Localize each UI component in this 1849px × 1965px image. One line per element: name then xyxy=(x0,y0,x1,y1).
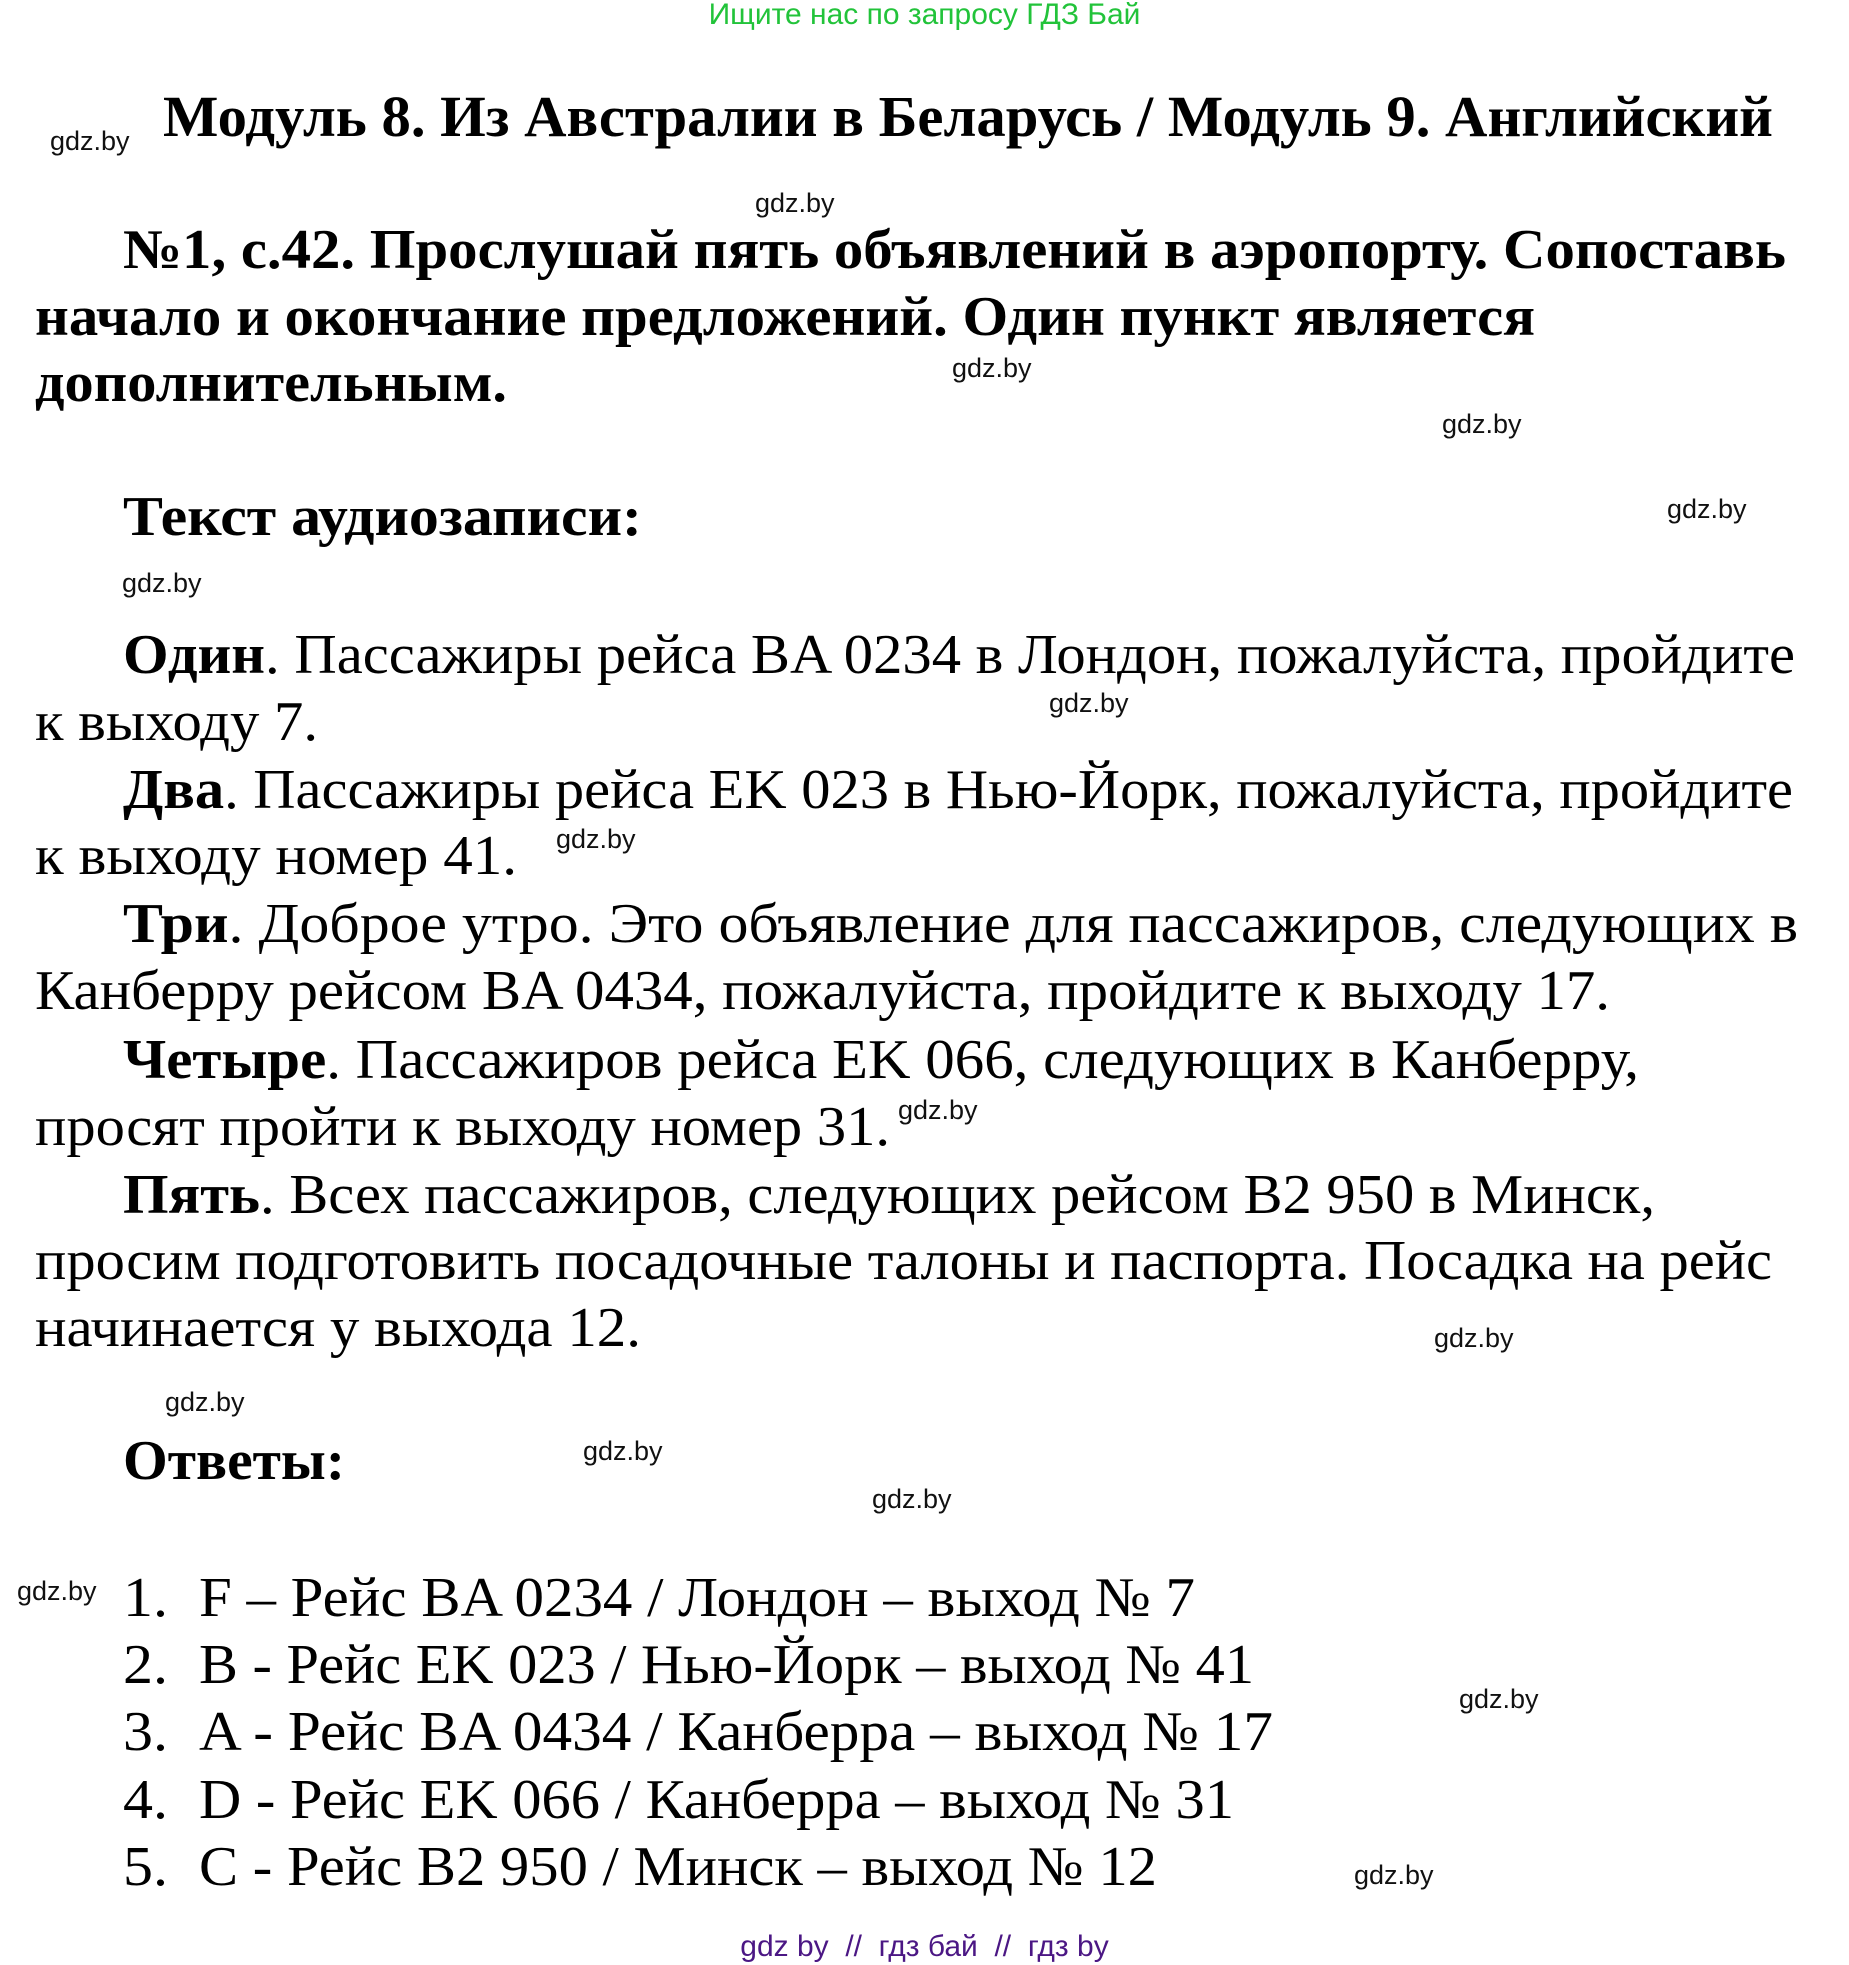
paragraph-text: . Доброе утро. Это объявление для пассажиров, следующих в xyxy=(228,893,1798,955)
transcript-line xyxy=(123,759,1793,821)
answer-text: F – Рейс BA 0234 / Лондон – выход № 7 xyxy=(199,1567,1195,1629)
answer-item xyxy=(199,1701,1273,1763)
watermark: gdz.by xyxy=(898,1095,978,1125)
banner-text: Ищите нас по запросу ГДЗ Бай xyxy=(708,0,1141,31)
transcript-heading xyxy=(123,486,642,548)
watermark: gdz.by xyxy=(1459,1684,1539,1714)
paragraph-text: . Пассажиры рейса EK 023 в Нью-Йорк, пожалуйста, пройдите xyxy=(224,759,1793,821)
watermark: gdz.by xyxy=(1442,409,1522,439)
answer-item xyxy=(123,1634,168,1696)
search-banner xyxy=(0,0,1849,30)
task-line-text: начало и окончание предложений. Один пункт является xyxy=(35,286,1535,348)
watermark: gdz.by xyxy=(755,188,835,218)
answer-item xyxy=(199,1836,1157,1898)
answer-item xyxy=(123,1701,168,1763)
transcript-line xyxy=(35,1096,890,1158)
paragraph-text: к выходу номер 41. xyxy=(35,825,517,887)
transcript-line xyxy=(35,691,318,753)
paragraph-label: Четыре xyxy=(123,1029,327,1091)
footer-links: gdz by // гдз бай // гдз by xyxy=(740,1930,1109,1963)
transcript-line xyxy=(123,1029,1639,1091)
paragraph-text: начинается у выхода 12. xyxy=(35,1297,641,1359)
watermark: gdz.by xyxy=(17,1576,97,1606)
watermark: gdz.by xyxy=(50,126,130,156)
answer-number: 1. xyxy=(123,1567,168,1629)
transcript-line xyxy=(35,1297,641,1359)
paragraph-text: . Пассажиров рейса EK 066, следующих в Канберру, xyxy=(326,1029,1639,1091)
paragraph-text: . Пассажиры рейса BA 0234 в Лондон, пожалуйста, пройдите xyxy=(265,624,1795,686)
answer-item xyxy=(199,1634,1254,1696)
answer-text: A - Рейс BA 0434 / Канберра – выход № 17 xyxy=(199,1701,1273,1763)
answers-heading xyxy=(123,1430,345,1492)
task-line-text: №1, с.42. Прослушай пять объявлений в аэропорту. Сопоставь xyxy=(123,219,1786,281)
answer-item xyxy=(199,1769,1234,1831)
paragraph-text: просят пройти к выходу номер 31. xyxy=(35,1096,890,1158)
answer-number: 4. xyxy=(123,1769,168,1831)
transcript-line xyxy=(35,825,517,887)
page-title-text: Модуль 8. Из Австралии в Беларусь / Модуль 9. Английский xyxy=(163,84,1773,149)
task-line xyxy=(35,286,1535,348)
watermark: gdz.by xyxy=(1667,494,1747,524)
paragraph-label: Один xyxy=(123,624,266,686)
task-line-text: дополнительным. xyxy=(35,352,508,414)
transcript-line xyxy=(123,893,1798,955)
paragraph-text: к выходу 7. xyxy=(35,691,318,753)
watermark: gdz.by xyxy=(1354,1860,1434,1890)
watermark: gdz.by xyxy=(872,1484,952,1514)
transcript-line xyxy=(123,1164,1655,1226)
transcript-line xyxy=(123,624,1795,686)
watermark: gdz.by xyxy=(122,568,202,598)
task-line xyxy=(123,219,1786,281)
watermark: gdz.by xyxy=(952,353,1032,383)
answer-text: B - Рейс EK 023 / Нью-Йорк – выход № 41 xyxy=(199,1634,1254,1696)
answer-item xyxy=(123,1769,168,1831)
answer-item xyxy=(199,1567,1195,1629)
answer-number: 2. xyxy=(123,1634,168,1696)
watermark: gdz.by xyxy=(1434,1323,1514,1353)
watermark: gdz.by xyxy=(556,824,636,854)
paragraph-label: Пять xyxy=(123,1164,260,1226)
paragraph-text: Канберру рейсом BA 0434, пожалуйста, пройдите к выходу 17. xyxy=(35,960,1610,1022)
watermark: gdz.by xyxy=(1049,688,1129,718)
paragraph-label: Два xyxy=(123,759,225,821)
answer-number: 5. xyxy=(123,1836,168,1898)
answer-item xyxy=(123,1836,168,1898)
answer-text: C - Рейс B2 950 / Минск – выход № 12 xyxy=(199,1836,1157,1898)
paragraph-label: Три xyxy=(123,893,229,955)
page-title xyxy=(163,84,1773,149)
transcript-line xyxy=(35,1230,1772,1292)
answers-heading-text: Ответы: xyxy=(123,1430,345,1492)
transcript-heading-text: Текст аудиозаписи: xyxy=(123,486,642,548)
answer-text: D - Рейс EK 066 / Канберра – выход № 31 xyxy=(199,1769,1234,1831)
paragraph-text: . Всех пассажиров, следующих рейсом B2 950 в Минск, xyxy=(259,1164,1655,1226)
task-line xyxy=(35,352,508,414)
watermark: gdz.by xyxy=(583,1436,663,1466)
transcript-line xyxy=(35,960,1610,1022)
answer-number: 3. xyxy=(123,1701,168,1763)
answer-item xyxy=(123,1567,168,1629)
paragraph-text: просим подготовить посадочные талоны и паспорта. Посадка на рейс xyxy=(35,1230,1772,1292)
watermark: gdz.by xyxy=(165,1387,245,1417)
